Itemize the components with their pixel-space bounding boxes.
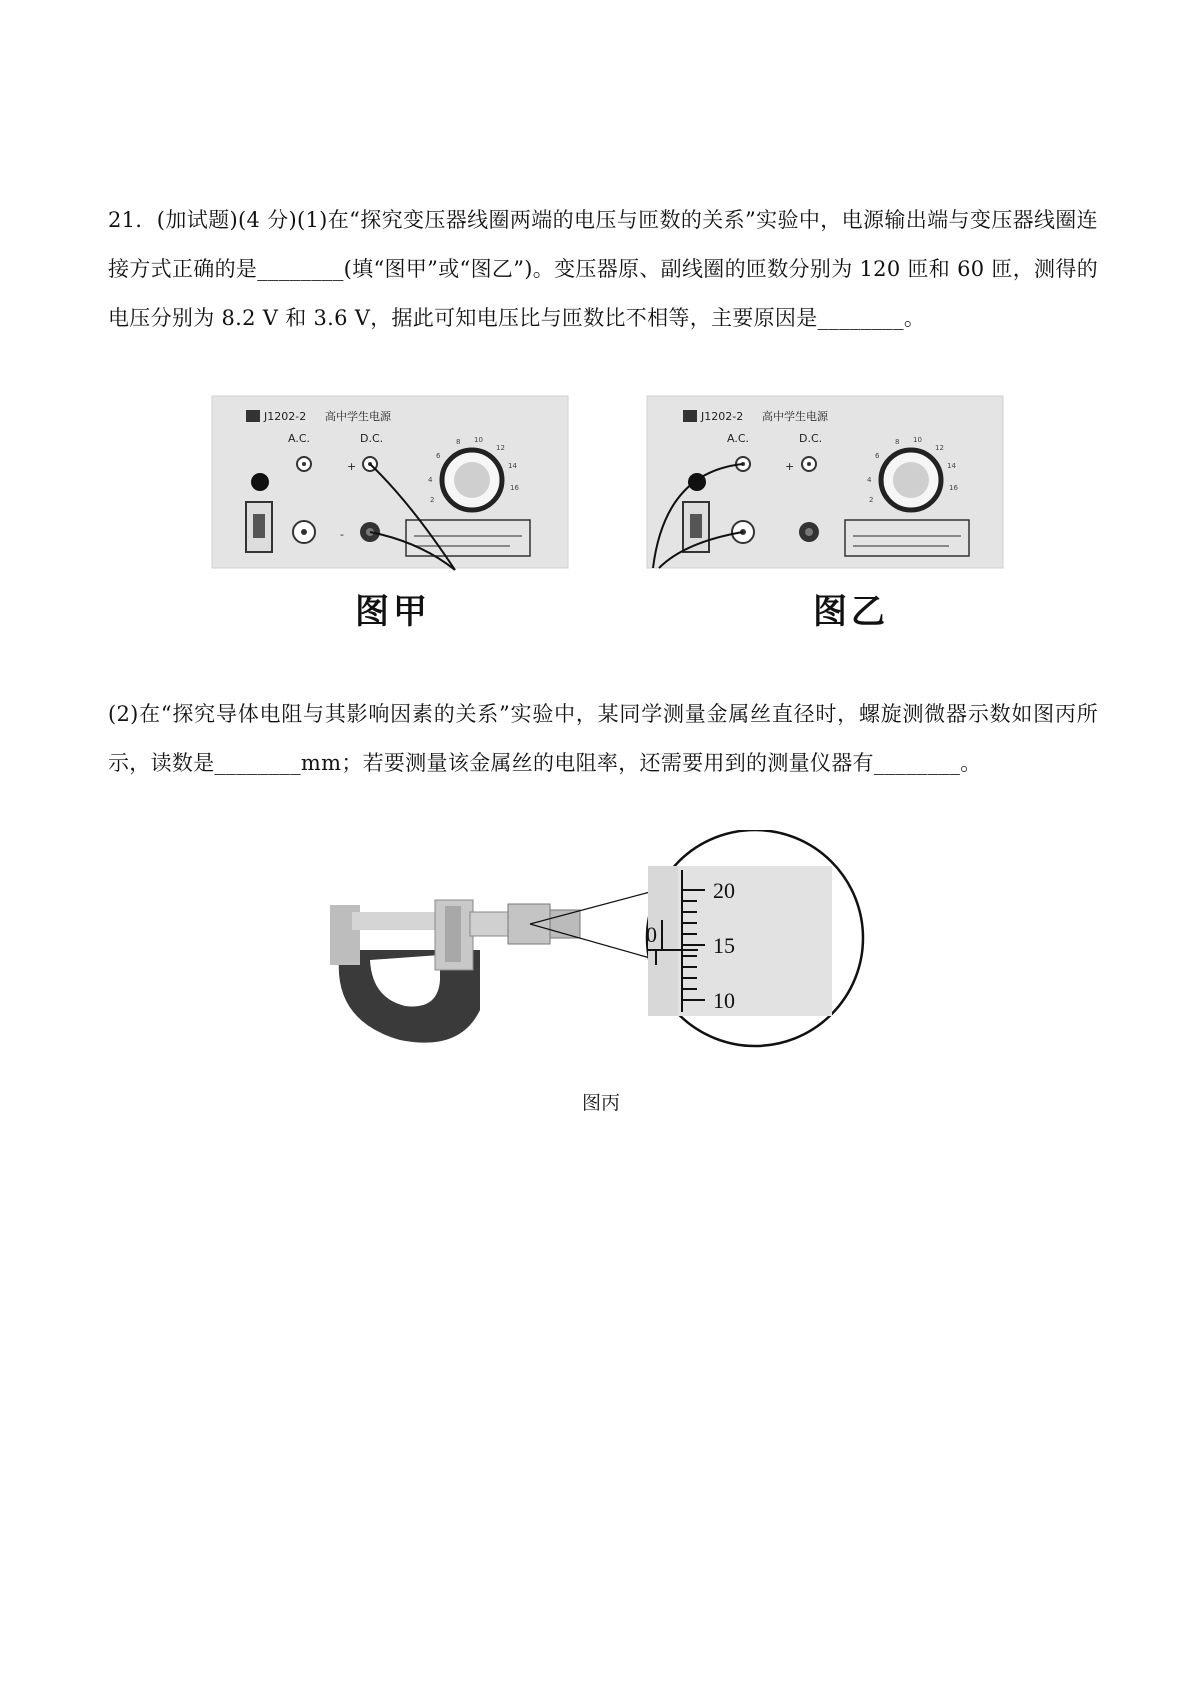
model-label: J1202-2 — [701, 410, 744, 423]
power-supply-yi-illustration — [645, 392, 1005, 572]
dc-label: D.C. — [799, 432, 823, 445]
question-part-1: 21．(加试题)(4 分)(1)在“探究变压器线圈两端的电压与匝数的关系”实验中，电源输出端与变压器线圈连接方式正确的是________(填“图甲”或“图乙”)。变压器原、副线圈的匝数分别为 120 匝和 60 匝，测得的电压分别为 8.2 V 和 3.6 V，据此可知电压比与匝数比不相等，主要原因是________。 — [108, 208, 1098, 330]
svg-text:6: 6 — [875, 452, 880, 460]
ac-label: A.C. — [727, 432, 750, 445]
svg-text:12: 12 — [496, 444, 505, 452]
svg-text:10: 10 — [913, 436, 922, 444]
thimble-number-20: 20 — [713, 878, 735, 903]
svg-text:8: 8 — [895, 438, 900, 446]
model-label: J1202-2 — [264, 410, 307, 423]
figure-caption-yi: 图乙 — [813, 592, 889, 632]
figure-caption-jia: 图甲 — [355, 592, 431, 632]
power-supply-jia-illustration — [210, 392, 570, 572]
svg-text:14: 14 — [947, 462, 956, 470]
device-name: 高中学生电源 — [325, 410, 391, 423]
thimble-number-10: 10 — [713, 988, 735, 1013]
question-part-2: (2)在“探究导体电阻与其影响因素的关系”实验中，某同学测量金属丝直径时，螺旋测微器示数如图丙所示，读数是________mm；若要测量该金属丝的电阻率，还需要用到的测量仪器有________。 — [108, 702, 1098, 775]
device-name: 高中学生电源 — [762, 410, 828, 423]
svg-text:14: 14 — [508, 462, 517, 470]
svg-text:-: - — [340, 528, 344, 541]
svg-text:16: 16 — [510, 484, 519, 492]
figure-caption-bing: 图丙 — [582, 1092, 621, 1114]
thimble-number-15: 15 — [713, 933, 735, 958]
ac-label: A.C. — [288, 432, 311, 445]
main-scale-zero: 0 — [646, 922, 657, 947]
svg-text:4: 4 — [428, 476, 433, 484]
svg-text:8: 8 — [456, 438, 461, 446]
svg-text:+: + — [347, 460, 357, 473]
svg-text:12: 12 — [935, 444, 944, 452]
dc-label: D.C. — [360, 432, 384, 445]
svg-text:+: + — [785, 460, 795, 473]
figure-jia — [210, 392, 570, 632]
svg-text:10: 10 — [474, 436, 483, 444]
svg-text:6: 6 — [436, 452, 441, 460]
svg-text:4: 4 — [867, 476, 872, 484]
svg-text:16: 16 — [949, 484, 958, 492]
svg-text:2: 2 — [430, 496, 435, 504]
svg-text:2: 2 — [869, 496, 874, 504]
figure-bing — [310, 830, 910, 1120]
micrometer-illustration — [310, 830, 910, 1070]
figure-yi — [645, 392, 1005, 632]
indicator-light-icon — [251, 473, 269, 491]
